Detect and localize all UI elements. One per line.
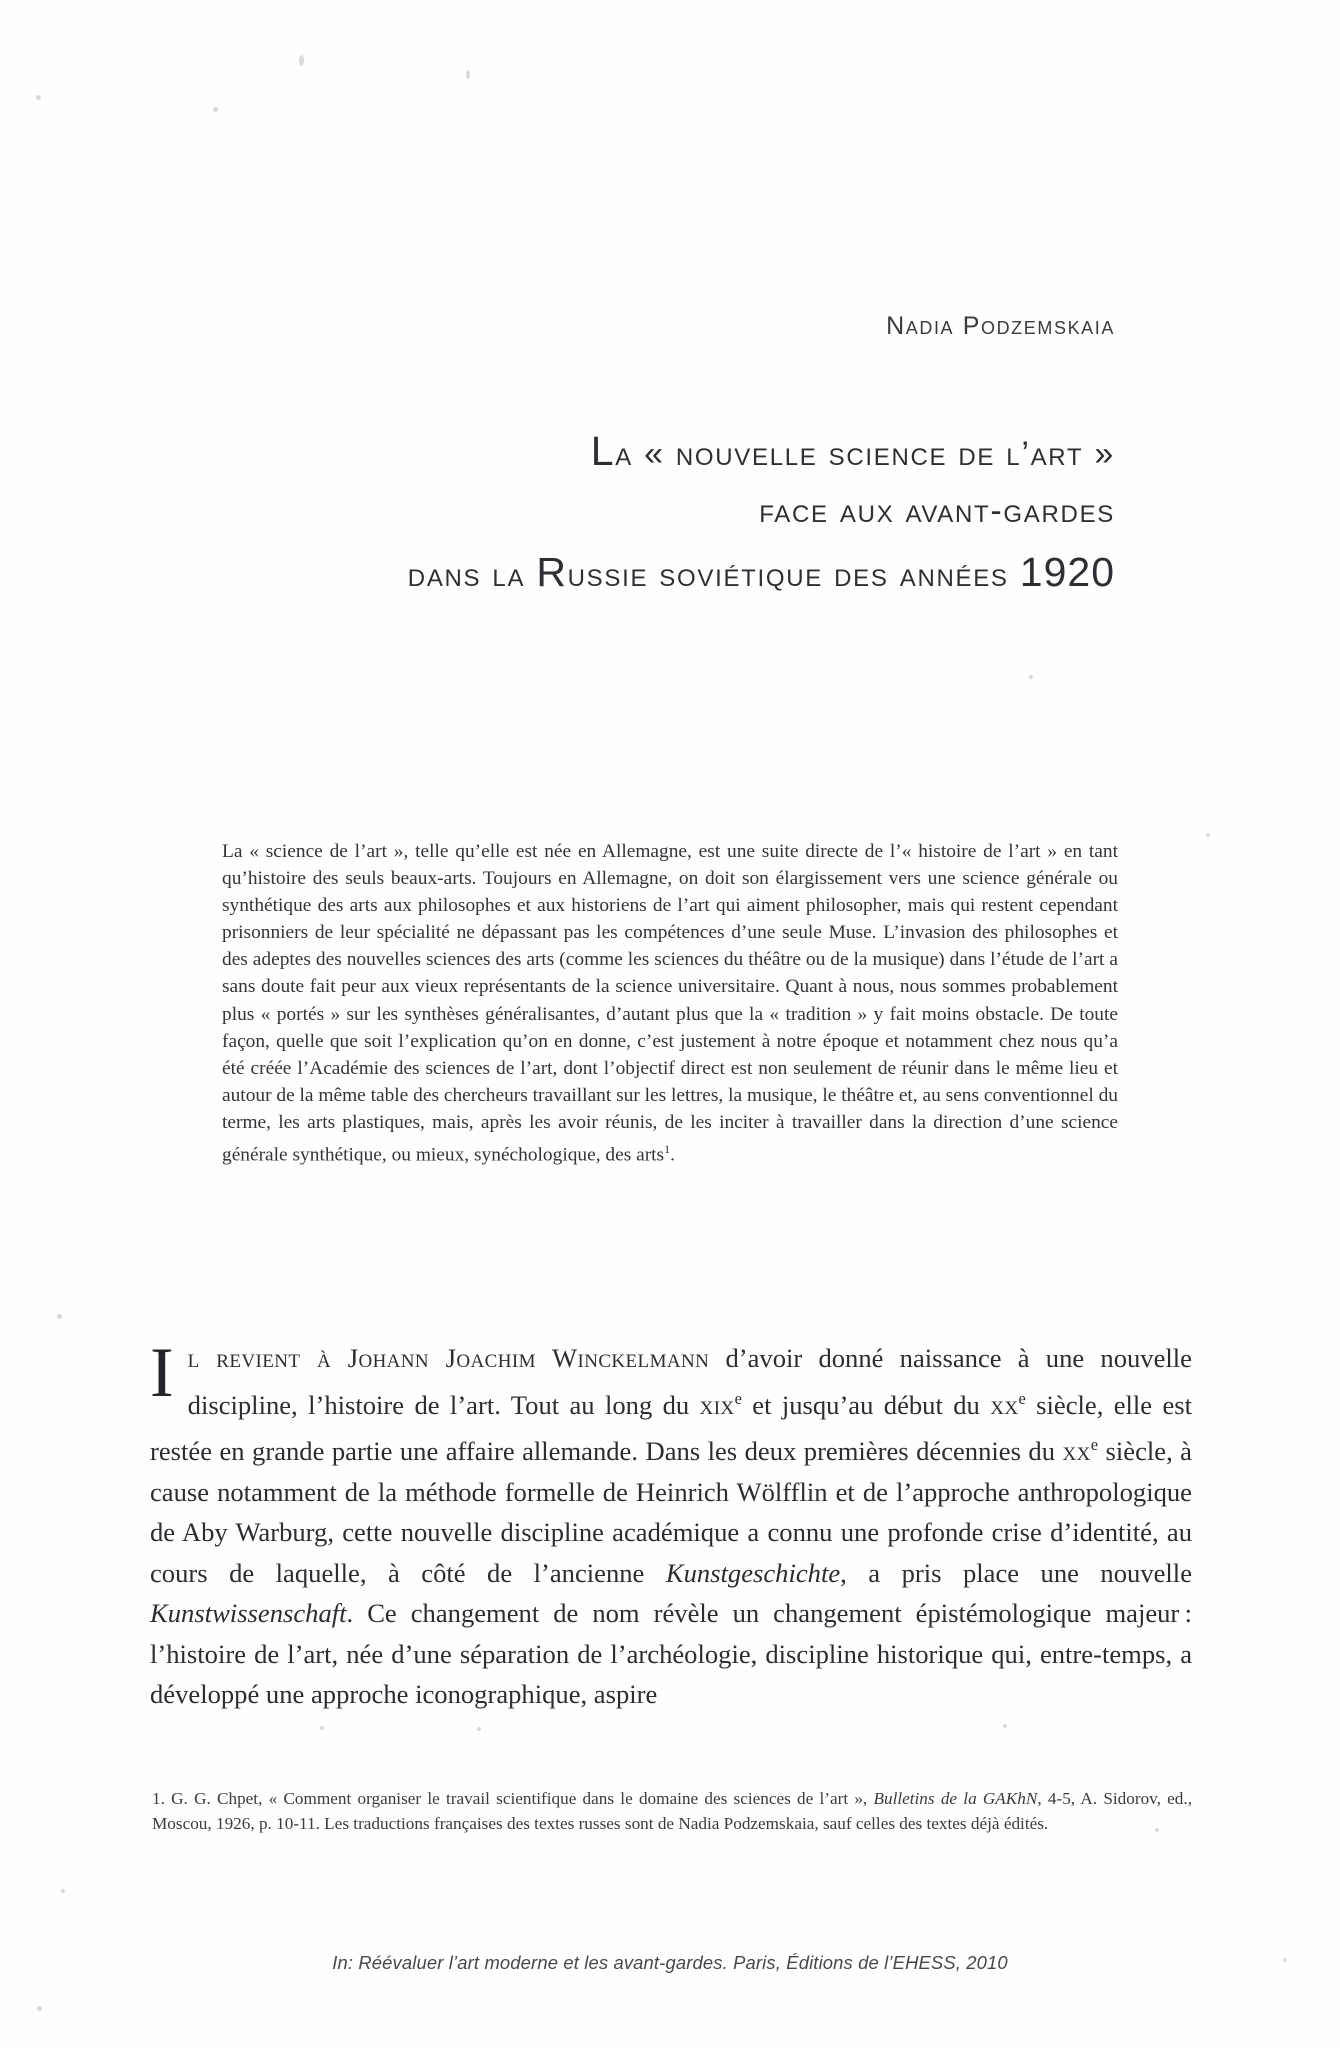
title-line-1-initial: L <box>590 428 616 474</box>
century-nineteenth-ordinal: e <box>734 1388 742 1408</box>
scan-speckle <box>299 55 304 66</box>
scan-speckle <box>61 1889 65 1893</box>
abstract-paragraph <box>222 838 1118 1169</box>
term-kunstwissenschaft: Kunstwissenschaft <box>150 1598 347 1629</box>
drop-cap: I <box>150 1334 174 1412</box>
title-line-1 <box>230 418 1115 484</box>
title-line-3-prefix: dans la <box>407 556 537 595</box>
century-twentieth-b: xx <box>1062 1435 1091 1466</box>
title-line-2: face aux avant-gardes <box>759 492 1115 531</box>
footnote-part-1: G. G. Chpet, « Comment organiser le travail scientifique dans le domaine des sciences de l’art », <box>164 1789 874 1808</box>
body-segment-1: d’avoir donné naissance à une nouvelle discipline, l’histoire de l’art. Tout au long du <box>187 1343 1192 1420</box>
scan-speckle <box>213 107 218 112</box>
footnote-block <box>152 1786 1192 1837</box>
title-line-3-text: ussie soviétique des années <box>567 556 1020 595</box>
scan-speckle <box>1003 1724 1007 1728</box>
article-title <box>230 418 1115 606</box>
scan-speckle <box>477 1727 481 1731</box>
body-block <box>150 1334 1193 1715</box>
publication-source-line: In: Réévaluer l’art moderne et les avant-gardes. Paris, Éditions de l’EHESS, 2010 <box>332 1952 1008 1973</box>
abstract-text-end: . <box>670 1144 675 1166</box>
scan-speckle <box>1029 675 1033 679</box>
scan-speckle <box>1206 833 1210 837</box>
footnote-number: 1. <box>152 1789 165 1808</box>
footnote-source-title: Bulletins de la GAKhN <box>873 1789 1038 1808</box>
title-line-3-initial: R <box>536 549 568 596</box>
scan-speckle <box>36 95 41 100</box>
body-segment-2: et jusqu’au début du <box>741 1389 991 1420</box>
scan-speckle <box>320 1726 324 1730</box>
century-nineteenth: xix <box>699 1389 735 1420</box>
abstract-block <box>222 838 1118 1169</box>
term-kunstgeschichte: Kunstgeschichte <box>665 1557 841 1588</box>
body-paragraph <box>150 1334 1193 1715</box>
century-twentieth-a-ordinal: e <box>1018 1388 1026 1408</box>
author-name: Nadia Podzemskaia <box>886 312 1115 340</box>
century-twentieth-a: xx <box>990 1389 1019 1420</box>
footnote-1 <box>152 1786 1192 1837</box>
body-segment-3: siècle, elle est restée en grande partie une affaire allemande. Dans les deux premières décennies du <box>150 1389 1192 1466</box>
body-segment-6: . Ce changement de nom révèle un changement épistémologique majeur : l’histoire de l’art, née d’une séparation de l’archéologie, discipline historique qui, entre-temps, a développé une approche iconographique, aspire <box>150 1598 1192 1710</box>
title-line-3 <box>230 539 1115 605</box>
century-twentieth-b-ordinal: e <box>1090 1435 1099 1455</box>
body-segment-4: siècle, à cause notamment de la méthode formelle de Heinrich Wölfflin et de l’approche anthropologique de Aby Warburg, cette nouvelle discipline académique a connu une profonde crise d’identité, au cours de laquelle, à côté de l’ancienne <box>150 1435 1192 1588</box>
footnote-part-2: , 4-5, A. Sidorov, ed., Moscou, 1926, p. 10-11. Les traductions françaises des textes russes sont de Nadia Podzemskaia, sauf celles des textes déjà édités. <box>152 1789 1192 1834</box>
body-opening-smallcaps: l revient à Johann Joachim Winckelmann <box>187 1343 710 1373</box>
title-year: 1920 <box>1019 549 1115 596</box>
scan-speckle <box>466 70 470 79</box>
abstract-footnote-marker[interactable]: 1 <box>664 1142 671 1157</box>
title-line-1-text: a « nouvelle science de l’art » <box>615 435 1115 473</box>
abstract-text: La « science de l’art », telle qu’elle est née en Allemagne, est une suite directe de l’« histoire de l’art » en tant qu’histoire des seuls beaux-arts. Toujours en Allemagne, on doit son élargissement vers une science générale ou synthétique des arts aux philosophes et aux historiens de l’art qui aiment philosopher, mais qui restent cependant prisonniers de leur spécialité ne dépassant pas les compétences d’une seule Muse. L’invasion des philosophes et des adeptes des nouvelles sciences des arts (comme les sciences du théâtre ou de la musique) dans l’étude de l’art a sans doute fait peur aux vieux représentants de la science universitaire. Quant à nous, nous sommes probablement plus « portés » sur les synthèses généralisantes, d’autant plus que la « tradition » y fait moins obstacle. De toute façon, quelle que soit l’explication qu’on en donne, c’est justement à notre époque et notamment chez nous qu’a été créée l’Académie des sciences de l’art, dont l’objectif direct est non seulement de réunir dans le même lieu et autour de la même table des chercheurs travaillant sur les lettres, la musique, le théâtre et, au sens conventionnel du terme, les arts plastiques, mais, après les avoir réunis, de les inciter à travailler dans la direction d’une science générale synthétique, ou mieux, synéchologique, des arts <box>222 841 1118 1166</box>
body-segment-5: , a pris place une nouvelle <box>840 1557 1193 1588</box>
scan-speckle <box>57 1314 62 1319</box>
scan-speckle <box>37 2006 42 2011</box>
